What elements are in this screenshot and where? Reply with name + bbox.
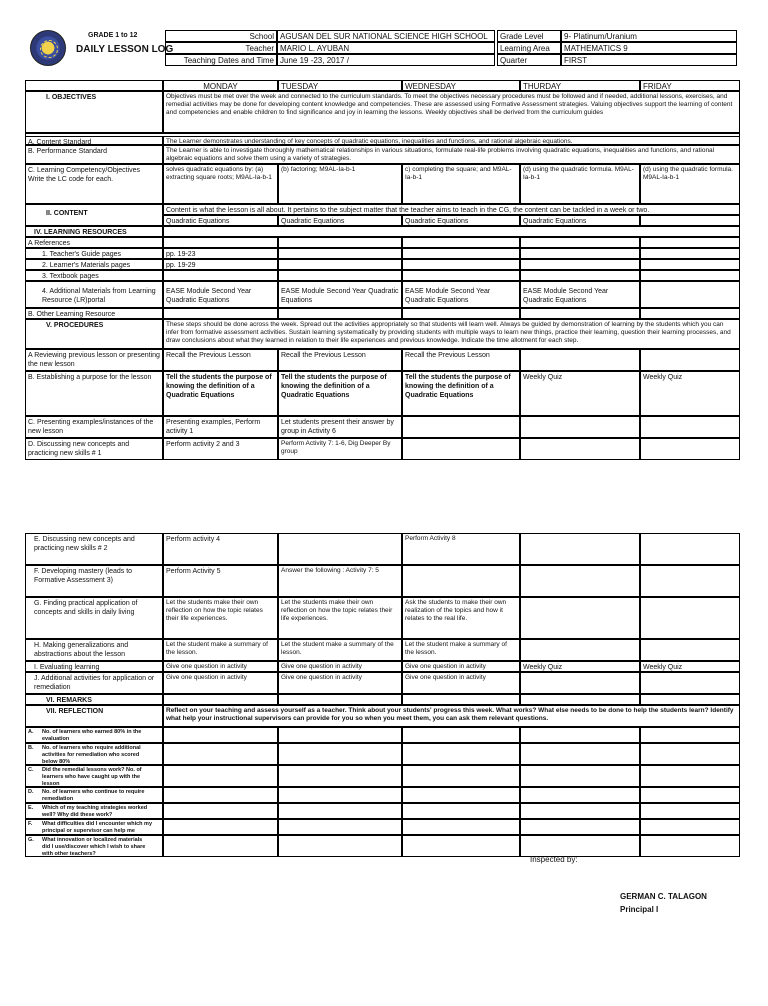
reflection-item-cell[interactable] [163,743,278,765]
reflection-item-text: No. of learners who earned 80% in the evaluation [42,729,142,742]
proc-g-wednesday: Ask the students to make their own realization of the topics and how it relates to the real life. [402,597,520,639]
day-wednesday: WEDNESDAY [402,80,520,91]
reflection-item-cell[interactable] [278,787,402,803]
content-text: Content is what the lesson is all about. It pertains to the subject matter that the teacher aims to teach in the CG, the content can be tackled in a week or two. [163,204,740,215]
competency-thursday: (d) using the quadratic formula. M9AL-Ia-b-1 [520,164,640,204]
content-topic-thursday: Quadratic Equations [520,215,640,226]
proc-f-monday: Perform Activity 5 [163,565,278,597]
dates-value: June 19 -23, 2017 / [277,54,495,66]
content-topic-friday [640,215,740,226]
competency-monday: solves quadratic equations by: (a) extracting square roots; M9AL-Ia-b-1 [163,164,278,204]
reflection-item-key: A. [28,729,34,735]
tg-tue [278,248,402,259]
rm-tue [278,694,402,705]
lm-tue [278,259,402,270]
pc-thu [520,416,640,438]
reflection-item-key: C. [28,767,34,773]
reflection-item-cell[interactable] [640,743,740,765]
reflection-item-label [25,765,163,787]
pd-fri [640,438,740,460]
rm-mon [163,694,278,705]
learning-resources-blank [163,226,740,237]
pf-wed [402,565,520,597]
or-mon [163,308,278,319]
reflection-label: VII. REFLECTION [25,705,163,727]
pc-wed [402,416,520,438]
or-wed [402,308,520,319]
proc-e-monday: Perform activity 4 [163,533,278,565]
or-thu [520,308,640,319]
reflection-item-key: D. [28,789,34,795]
reflection-item-text: No. of learners who continue to require remediation [42,789,145,802]
reflection-item-text: Which of my teaching strategies worked well? Why did these work? [42,805,148,818]
reflection-item-cell[interactable] [520,787,640,803]
reflection-item-cell[interactable] [402,765,520,787]
reflection-item-text: Did the remedial lessons work? No. of learners who have caught up with the lesson [42,767,142,787]
proc-d-label: D. Discussing new concepts and practicing new skills # 1 [25,438,163,460]
proc-g-tuesday: Let the students make their own reflection on how the topic relates their life experiences. [278,597,402,639]
quarter-label: Quarter [497,54,561,66]
proc-c-label: C. Presenting examples/instances of the new lesson [25,416,163,438]
lm-fri [640,259,740,270]
reflection-item-key: B. [28,745,34,751]
reflection-item-cell[interactable] [163,819,278,835]
reflection-item-cell[interactable] [520,819,640,835]
additional-materials-tuesday: EASE Module Second Year Quadratic Equations [278,281,402,308]
reflection-item-key: E. [28,805,34,811]
reflection-item-cell[interactable] [402,727,520,743]
pe-thu [520,533,640,565]
performance-standard-label: B. Performance Standard [25,145,163,164]
reflection-item-text: What difficulties did I encounter which my principal or supervisor can help me [42,821,153,834]
proc-i-tuesday: Give one question in activity [278,661,402,672]
ref-wed [402,237,520,248]
teacher-label: Teacher [165,42,277,54]
proc-c-tuesday: Let students present their answer by group in Activity 6 [278,416,402,438]
reflection-item-cell[interactable] [278,765,402,787]
proc-g-monday: Let the students make their own reflection on how the topic relates their life experiences. [163,597,278,639]
reflection-item-cell[interactable] [278,803,402,819]
reflection-item-cell[interactable] [402,803,520,819]
day-friday: FRIDAY [640,80,740,91]
or-fri [640,308,740,319]
reflection-item-key: G. [28,837,34,843]
objectives-label: I. OBJECTIVES [25,91,163,133]
reflection-item-text: No. of learners who require additional activities for remediation who scored below 80% [42,745,141,765]
reflection-item-cell[interactable] [640,787,740,803]
pg-fri [640,597,740,639]
tb-fri [640,270,740,281]
proc-d-monday: Perform activity 2 and 3 [163,438,278,460]
proc-e-wednesday: Perform Activity 8 [402,533,520,565]
am-fri [640,281,740,308]
reflection-item-label [25,803,163,819]
reflection-item-cell[interactable] [278,727,402,743]
proc-d-tuesday: Perform Activity 7: 1-6, Dig Deeper By group [278,438,402,460]
proc-a-label: A Reviewing previous lesson or presenting the new lesson [25,349,163,371]
additional-materials-monday: EASE Module Second Year Quadratic Equations [163,281,278,308]
procedures-label: V. PROCEDURES [25,319,163,349]
objectives-text: Objectives must be met over the week and connected to the curriculum standards. To meet the objectives necessary procedures must be followed and if needed, additional lessons, exercises, and remedial activities may be done for developing content knowledge and competencies. These are assessed using Formative Assessment strategies. Valuing objectives support the learning of content and competencies and enable children to find significance and joy in learning the lessons. Weekly objectives shall be derived from the curriculum guides [163,91,740,133]
reflection-item-cell[interactable] [520,803,640,819]
reflection-item-cell[interactable] [640,819,740,835]
reflection-item-cell[interactable] [640,727,740,743]
competency-wednesday: c) completing the square; and M9AL-Ia-b-1 [402,164,520,204]
proc-g-label: G. Finding practical application of concepts and skills in daily living [25,597,163,639]
day-monday: MONDAY [163,80,278,91]
rm-thu [520,694,640,705]
ph-thu [520,639,640,661]
additional-materials-thursday: EASE Module Second Year Quadratic Equations [520,281,640,308]
ref-mon [163,237,278,248]
competency-tuesday: (b) factoring; M9AL-Ia-b-1 [278,164,402,204]
other-resource-label: B. Other Learning Resource [25,308,163,319]
reflection-item-text: What innovation or localized materials did I use/discover which I wish to share with other teachers? [42,837,146,857]
pg-thu [520,597,640,639]
reflection-item-key: F. [28,821,33,827]
tb-wed [402,270,520,281]
reflection-item-cell[interactable] [402,835,520,857]
reflection-item-label [25,787,163,803]
reflection-item-cell[interactable] [520,743,640,765]
proc-h-label: H. Making generalizations and abstractions about the lesson [25,639,163,661]
reflection-item-cell[interactable] [520,765,640,787]
content-standard-text: The Learner demonstrates understanding of key concepts of quadratic equations, inequalities and functions, and rational algebraic equations. [163,136,740,145]
days-corner [25,80,163,91]
reflection-item-cell[interactable] [163,765,278,787]
proc-j-label: J. Additional activities for application or remediation [25,672,163,694]
proc-i-thursday: Weekly Quiz [520,661,640,672]
proc-i-wednesday: Give one question in activity [402,661,520,672]
teacher-value: MARIO L. AYUBAN [277,42,495,54]
tb-tue [278,270,402,281]
proc-b-monday: Tell the students the purpose of knowing the definition of a Quadratic Equations [163,371,278,416]
reflection-item-cell[interactable] [163,727,278,743]
proc-b-friday: Weekly Quiz [640,371,740,416]
learning-area-label: Learning Area [497,42,561,54]
proc-h-monday: Let the student make a summary of the lesson. [163,639,278,661]
proc-i-label: I. Evaluating learning [25,661,163,672]
content-topic-wednesday: Quadratic Equations [402,215,520,226]
competency-friday: (d) using the quadratic formula. M9AL-Ia-b-1 [640,164,740,204]
grade-level-label: Grade Level [497,30,561,42]
remarks-label: VI. REMARKS [25,694,163,705]
pe-tue [278,533,402,565]
pj-thu [520,672,640,694]
reflection-item-cell[interactable] [163,835,278,857]
content-label: II. CONTENT [25,204,163,226]
pd-wed [402,438,520,460]
competency-label: C. Learning Competency/Objectives [28,167,141,174]
reflection-item-cell[interactable] [640,765,740,787]
proc-a-tuesday: Recall the Previous Lesson [278,349,402,371]
reflection-item-cell[interactable] [402,787,520,803]
reflection-item-label [25,819,163,835]
proc-j-wednesday: Give one question in activity [402,672,520,694]
procedures-text: These steps should be done across the week. Spread out the activities appropriately so that students will learn well. Always be guided by demonstration of learning by the students which you can infer from formative assessment activities. Sustain learning systematically by providing students with multiple ways to learn new things, practice their learning, question their learning processes, and draw conclusions about what they learned in relation to their life experiences and previous knowledge. Indicate the time allotment for each step. [163,319,740,349]
reflection-item-cell[interactable] [640,835,740,857]
reflection-item-label [25,743,163,765]
pa-thu [520,349,640,371]
proc-h-tuesday: Let the student make a summary of the lesson. [278,639,402,661]
proc-h-wednesday: Let the student make a summary of the lesson. [402,639,520,661]
proc-c-monday: Presenting examples, Perform activity 1 [163,416,278,438]
proc-e-label: E. Discussing new concepts and practicing new skills # 2 [25,533,163,565]
rm-wed [402,694,520,705]
learning-resources-label: IV. LEARNING RESOURCES [25,226,163,237]
school-value: AGUSAN DEL SUR NATIONAL SCIENCE HIGH SCHOOL [277,30,495,42]
proc-i-friday: Weekly Quiz [640,661,740,672]
content-topic-monday: Quadratic Equations [163,215,278,226]
quarter-value: FIRST [561,54,737,66]
reflection-item-cell[interactable] [163,787,278,803]
rm-fri [640,694,740,705]
reflection-item-cell[interactable] [520,727,640,743]
ref-fri [640,237,740,248]
grade-level-value: 9- Platinum/Uranium [561,30,737,42]
learning-area-value: MATHEMATICS 9 [561,42,737,54]
proc-b-label: B. Establishing a purpose for the lesson [25,371,163,416]
learners-materials-label: 2. Learner's Materials pages [25,259,163,270]
lm-wed [402,259,520,270]
pf-fri [640,565,740,597]
reflection-text: Reflect on your teaching and assess yourself as a teacher. Think about your students' progress this week. What works? What else needs to be done to help the students learn? Identify what help your instructional supervisors can provide for you so when you meet them, you can ask them relevant questions. [163,705,740,727]
inspected-by-label: Inspected by: [530,855,578,864]
pc-fri [640,416,740,438]
reflection-item-label [25,727,163,743]
school-seal-logo [30,30,66,66]
ref-tue [278,237,402,248]
proc-j-monday: Give one question in activity [163,672,278,694]
ref-thu [520,237,640,248]
pe-fri [640,533,740,565]
or-tue [278,308,402,319]
performance-standard-text: The Learner is able to investigate thoroughly mathematical relationships in various situations, formulate real-life problems involving quadratic equations, inequalities and functions, and rational algebraic equations and solve them using a variety of strategies. [163,145,740,164]
day-tuesday: TUESDAY [278,80,402,91]
day-thursday: THURDAY [520,80,640,91]
reflection-item-cell[interactable] [402,743,520,765]
content-standard-label: A. Content Standard [25,136,163,145]
learners-materials-value: pp. 19-29 [163,259,278,270]
principal-position: Principal I [620,905,659,914]
tb-mon [163,270,278,281]
proc-a-wednesday: Recall the Previous Lesson [402,349,520,371]
ph-fri [640,639,740,661]
pa-fri [640,349,740,371]
reflection-item-cell[interactable] [163,803,278,819]
proc-b-thursday: Weekly Quiz [520,371,640,416]
additional-materials-label: 4. Additional Materials from Learning Resource (LR)portal [25,281,163,308]
pj-fri [640,672,740,694]
additional-materials-wednesday: EASE Module Second Year Quadratic Equations [402,281,520,308]
proc-b-wednesday: Tell the students the purpose of knowing the definition of a Quadratic Equations [402,371,520,416]
proc-f-label: F. Developing mastery (leads to Formative Assessment 3) [25,565,163,597]
pd-thu [520,438,640,460]
teachers-guide-label: 1. Teacher's Guide pages [25,248,163,259]
proc-f-tuesday: Answer the following : Activity 7: 5 [278,565,402,597]
competency-label-cell [25,164,163,204]
tg-fri [640,248,740,259]
tg-thu [520,248,640,259]
textbook-label: 3. Textbook pages [25,270,163,281]
tb-thu [520,270,640,281]
principal-name: GERMAN C. TALAGON [620,892,707,901]
proc-b-tuesday: Tell the students the purpose of knowing the definition of a Quadratic Equations [278,371,402,416]
teachers-guide-value: pp. 19-23 [163,248,278,259]
tg-wed [402,248,520,259]
reflection-item-cell[interactable] [278,743,402,765]
reflection-item-cell[interactable] [278,835,402,857]
reflection-item-cell[interactable] [520,835,640,857]
school-label: School [165,30,277,42]
dates-label: Teaching Dates and Time [165,54,277,66]
document-title: DAILY LESSON LOG [76,44,174,55]
reflection-item-label [25,835,163,857]
grade-label: GRADE 1 to 12 [88,32,138,39]
references-label: A References [25,237,163,248]
competency-sub: Write the LC code for each. [28,176,114,183]
proc-j-tuesday: Give one question in activity [278,672,402,694]
pf-thu [520,565,640,597]
reflection-item-cell[interactable] [278,819,402,835]
proc-a-monday: Recall the Previous Lesson [163,349,278,371]
reflection-item-cell[interactable] [402,819,520,835]
lm-thu [520,259,640,270]
proc-i-monday: Give one question in activity [163,661,278,672]
reflection-item-cell[interactable] [640,803,740,819]
content-topic-tuesday: Quadratic Equations [278,215,402,226]
